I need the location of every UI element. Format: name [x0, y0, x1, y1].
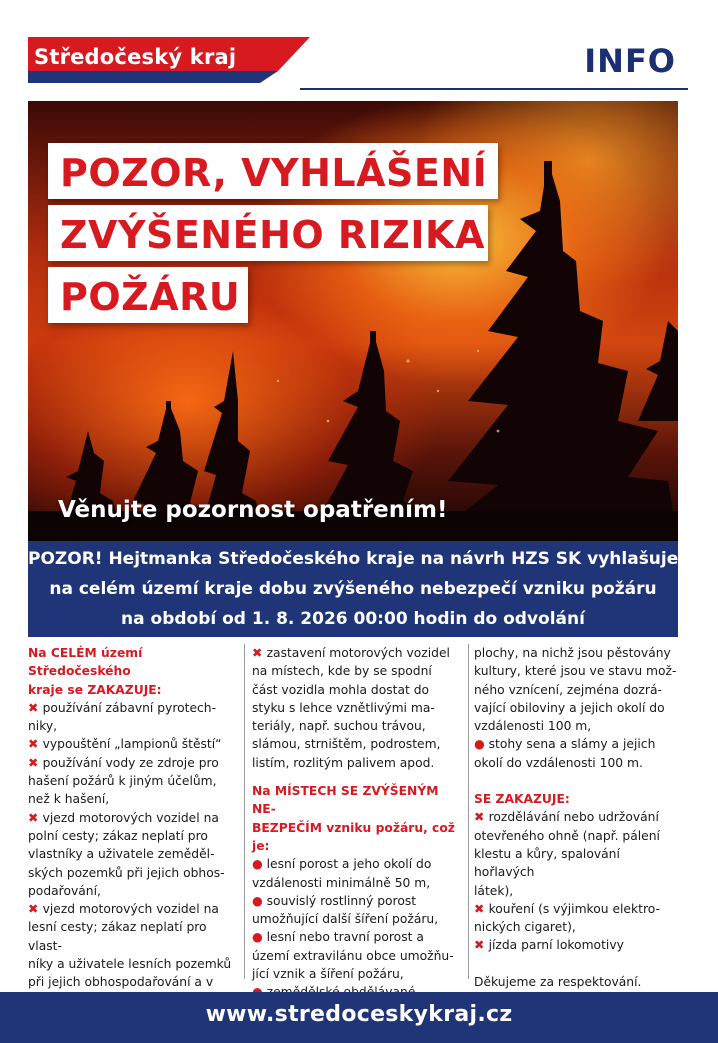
- spacer: [474, 955, 684, 973]
- list-item-cont: vzdálenosti 100 m,: [474, 719, 592, 734]
- title-line-2: ZVÝŠENÉHO RIZIKA: [60, 213, 485, 257]
- list-item-cont: jící vznik a šíření požáru,: [252, 967, 404, 982]
- bullet-icon: ●: [252, 857, 267, 872]
- list-item: ● lesní porost a jeho okolí do: [252, 857, 432, 872]
- title-line-3: POŽÁRU: [60, 275, 241, 319]
- list-item-cont: klestu a kůry, spalování hořlavých: [474, 846, 620, 880]
- list-item-cont: kultury, které jsou ve stavu mož-: [474, 664, 677, 679]
- cross-icon: ✖: [474, 938, 489, 953]
- column-3-heading: SE ZAKAZUJE:: [474, 792, 570, 807]
- region-name: Středočeský kraj: [34, 45, 237, 69]
- spacer: [474, 772, 684, 790]
- cross-icon: ✖: [28, 755, 43, 770]
- list-item-cont: slámou, strništěm, podrostem,: [252, 737, 441, 752]
- bullet-icon: ●: [474, 737, 489, 752]
- thanks-text: Děkujeme za respektování.: [474, 974, 642, 989]
- list-item: ✖ používání vody ze zdroje pro: [28, 755, 219, 770]
- list-item-cont: vající obiloviny a jejich okolí do: [474, 700, 665, 715]
- list-item: ✖ rozdělávání nebo udržování: [474, 810, 659, 825]
- list-item-cont: níky a uživatele lesních pozemků: [28, 957, 232, 972]
- website-link[interactable]: www.stredoceskykraj.cz: [205, 1002, 513, 1027]
- list-item-cont: než k hašení,: [28, 792, 110, 807]
- column-2-heading: Na MÍSTECH SE ZVÝŠENÝM NE-: [252, 784, 439, 817]
- column-1-heading: kraje se ZAKAZUJE:: [28, 682, 162, 697]
- rules-columns: [28, 644, 678, 990]
- column-1: [28, 644, 238, 1010]
- bullet-icon: ●: [252, 893, 267, 908]
- page-header: [0, 0, 718, 95]
- notice-line: POZOR! Hejtmanka Středočeského kraje na návrh HZS SK vyhlašuje: [28, 549, 679, 569]
- list-item: ✖ zastavení motorových vozidel: [252, 646, 450, 660]
- list-item-cont: otevřeného ohně (např. pálení: [474, 828, 660, 843]
- spacer: [252, 772, 462, 782]
- cross-icon: ✖: [474, 810, 489, 825]
- list-item: ● souvislý rostlinný porost: [252, 893, 417, 908]
- cross-icon: ✖: [474, 901, 489, 916]
- column-divider: [244, 644, 245, 979]
- list-item-cont: styku s lehce vznětlivými ma-: [252, 700, 435, 715]
- list-item-cont: při jejich obhospodařování a v: [28, 975, 214, 990]
- list-item-cont: na místech, kde by se spodní: [252, 664, 432, 679]
- list-item: ✖ jízda parní lokomotivy: [474, 938, 624, 953]
- cross-icon: ✖: [28, 737, 43, 752]
- column-2-heading: BEZPEČÍM vzniku požáru, což je:: [252, 820, 455, 853]
- list-item: ✖ používání zábavní pyrotech-: [28, 700, 217, 715]
- list-item-cont: lesní cesty; zákaz neplatí pro vlast-: [28, 920, 207, 953]
- hero-caption: Věnujte pozornost opatřením!: [58, 497, 448, 523]
- cross-icon: ✖: [28, 700, 43, 715]
- list-item-cont: ských pozemků při jejich obhos-: [28, 865, 225, 880]
- list-item: ● lesní nebo travní porost a: [252, 930, 424, 945]
- list-item: ● stohy sena a slámy a jejich: [474, 737, 656, 752]
- page-footer: [0, 992, 718, 1043]
- list-item-cont: umožňující další šíření požáru,: [252, 912, 439, 927]
- list-item-cont: látek),: [474, 883, 514, 898]
- notice-line: na celém území kraje dobu zvýšeného nebezpečí vzniku požáru: [49, 579, 657, 599]
- info-label: INFO: [584, 42, 676, 80]
- title-line-1: POZOR, VYHLÁŠENÍ: [60, 151, 488, 195]
- list-item: ✖ vjezd motorových vozidel na: [28, 810, 219, 825]
- list-item-cont: niky,: [28, 719, 58, 734]
- list-item-cont: vzdálenosti minimálně 50 m,: [252, 875, 431, 890]
- bullet-icon: ●: [252, 930, 267, 945]
- column-3: [474, 644, 684, 991]
- notice-banner: [28, 541, 678, 637]
- list-item-cont: hašení požárů k jiným účelům,: [28, 774, 217, 789]
- cross-icon: ✖: [28, 810, 43, 825]
- list-item-cont: území extravilánu obce umožňu-: [252, 948, 454, 963]
- list-item: ✖ vypouštění „lampionů štěstí“: [28, 737, 222, 752]
- column-divider: [468, 644, 469, 979]
- list-item-cont: nických cigaret),: [474, 920, 576, 935]
- cross-icon: ✖: [28, 902, 43, 917]
- forest-fire-image: [28, 101, 678, 541]
- list-item-cont: listím, rozlitým palivem apod.: [252, 755, 435, 770]
- list-item-cont: okolí do vzdálenosti 100 m.: [474, 755, 643, 770]
- cross-icon: ✖: [252, 646, 267, 660]
- column-2: [252, 644, 462, 1002]
- list-item-cont: vlastníky a uživatele zeměděl-: [28, 847, 215, 862]
- list-item: ✖ vjezd motorových vozidel na: [28, 902, 219, 917]
- list-item-cont: plochy, na nichž jsou pěstovány: [474, 646, 671, 660]
- header-divider: [300, 88, 688, 90]
- notice-line: na období od 1. 8. 2026 00:00 hodin do odvolání: [121, 609, 585, 629]
- list-item: ✖ kouření (s výjimkou elektro-: [474, 901, 660, 916]
- column-1-heading: Na CELÉM území Středočeského: [28, 646, 143, 679]
- list-item-cont: část vozidla mohla dostat do: [252, 682, 430, 697]
- list-item-cont: teriály, např. suchou trávou,: [252, 719, 426, 734]
- list-item-cont: polní cesty; zákaz neplatí pro: [28, 828, 208, 843]
- list-item-cont: podařování,: [28, 883, 101, 898]
- list-item-cont: ného vznícení, zejména dozrá-: [474, 682, 662, 697]
